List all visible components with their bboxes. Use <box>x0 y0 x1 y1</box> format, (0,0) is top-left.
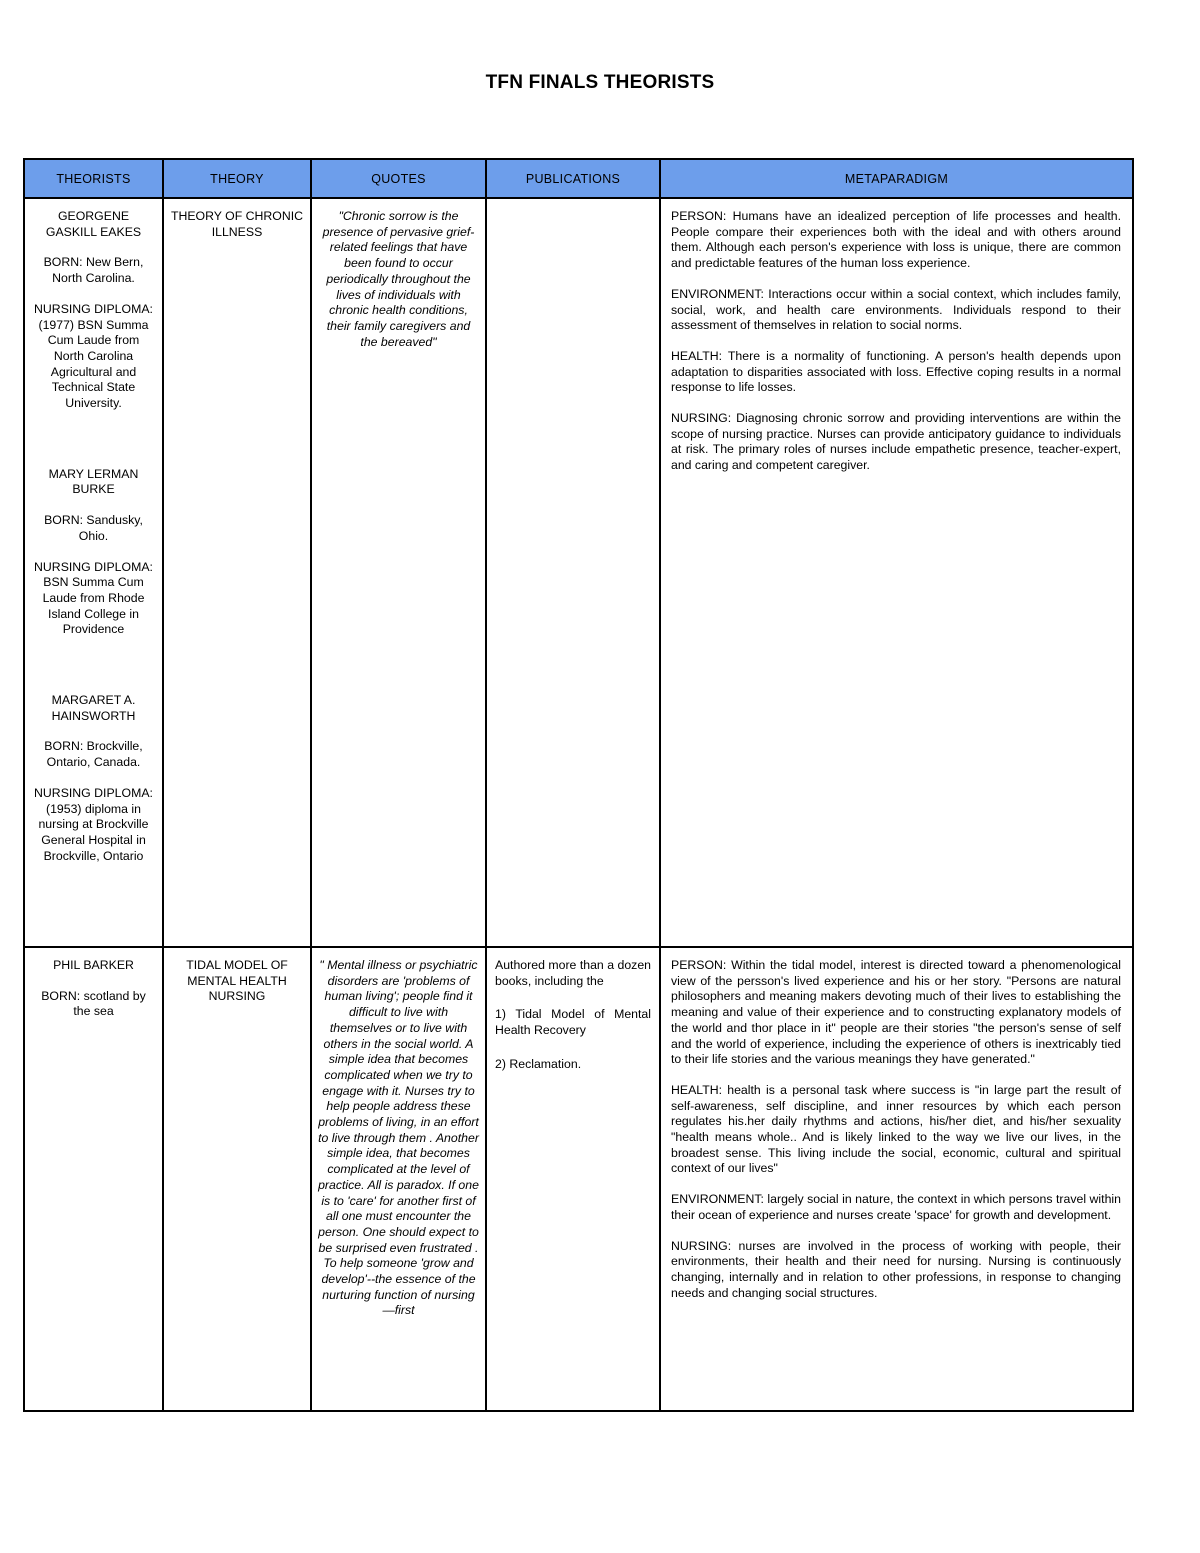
metaparadigm-environment: ENVIRONMENT: largely social in nature, the context in which persons travel within their ocean of experience and nurses create 'space' for growth and development. <box>671 1192 1121 1222</box>
theory-cell <box>163 947 311 1411</box>
metaparadigm-health: HEALTH: There is a normality of functioning. A person's health depends upon adaptation to disparities associated with loss. Effective coping results in a normal response to life losses. <box>671 348 1121 395</box>
metaparadigm-nursing: NURSING: nurses are involved in the process of working with people, their environments, their health and their need for nursing. Nursing is continuously changing, internally and in relation to other professions, in response to changing needs and changing social structures. <box>671 1238 1121 1300</box>
header-publications: PUBLICATIONS <box>486 159 660 198</box>
page-title: TFN FINALS THEORISTS <box>485 72 715 93</box>
metaparadigm-cell <box>660 947 1133 1411</box>
metaparadigm-person: PERSON: Within the tidal model, interest is directed toward a phenomenological view of the persson's lived experience and his or her story. "Persons are natural philosophers and meaning makers devoting much of their lives to establishing the meaning and value of their experience and to constructing explanatory models of the world and thor place in it" people are their stories "the person's sense of self and the world of experience, including the experience of others is inextricably tied to their life stories and the various meanings they have generated." <box>671 958 1121 1067</box>
publications-cell <box>486 947 660 1411</box>
header-theory: THEORY <box>163 159 311 198</box>
theorist-diploma: NURSING DIPLOMA: BSN Summa Cum Laude from Rhode Island College in Providence <box>34 559 153 637</box>
publications-intro: Authored more than a dozen books, including the <box>495 958 651 988</box>
table-row <box>24 198 1133 947</box>
metaparadigm-nursing: NURSING: Diagnosing chronic sorrow and providing interventions are within the scope of nursing practice. Nurses can provide anticipatory guidance to individuals at risk. The primary roles of nurses include empathetic presence, teacher-expert, and caring and competent caregiver. <box>671 411 1121 473</box>
quote-cell <box>311 947 486 1411</box>
quote-text: " Mental illness or psychiatric disorders are 'problems of human living'; people find it difficult to live with themselves or to live with others in the social world. A simple idea that becomes complicated when we try to engage with it. Nurses try to help people address these problems of living, in an effort to live through them . Another simple idea, that becomes complicated at the level of practice. All is paradox. If one is to 'care' for another first of all one must encounter the person. One should expect to be surprised even frustrated . To help someone 'grow and develop'--the essence of the nurturing function of nursing—first <box>318 958 479 1318</box>
metaparadigm-health: HEALTH: health is a personal task where success is "in large part the result of self-awareness, self discipline, and inner resources by which each person regulates his.her daily rhythms and actions, his/her diet, and his/her sexuality "health means whole.. And is likely linked to the way we live our lives, in the broadest sense. This living include the social, economic, cultural and spiritual context of our lives" <box>671 1082 1121 1176</box>
quote-cell <box>311 198 486 947</box>
theorist-name: GEORGENE GASKILL EAKES <box>45 209 142 239</box>
publications-cell <box>486 198 660 947</box>
theorist-diploma: NURSING DIPLOMA: (1953) diploma in nursing at Brockville General Hospital in Brockville, Ontario <box>34 785 153 863</box>
theory-name: TIDAL MODEL OF MENTAL HEALTH NURSING <box>186 958 288 1004</box>
header-metaparadigm: METAPARADIGM <box>660 159 1133 198</box>
theorists-cell <box>24 198 163 947</box>
theorist-born: BORN: New Bern, North Carolina. <box>43 255 144 286</box>
publication-item: 1) Tidal Model of Mental Health Recovery <box>495 1007 651 1038</box>
header-theorists: THEORISTS <box>24 159 163 198</box>
theorist-diploma: NURSING DIPLOMA: (1977) BSN Summa Cum Laude from North Carolina Agricultural and Technical State University. <box>34 301 153 411</box>
publication-item: 2) Reclamation. <box>495 1056 582 1071</box>
theory-cell <box>163 198 311 947</box>
metaparadigm-person: PERSON: Humans have an idealized perception of life processes and health. People compare their experiences both with the ideal and with others around them. Although each person's experience with loss is unique, there are common and predictable features of the human loss experience. <box>671 209 1121 271</box>
theorist-born: BORN: Brockville, Ontario, Canada. <box>44 739 143 770</box>
theorist-name: PHIL BARKER <box>53 958 134 972</box>
metaparadigm-cell <box>660 198 1133 947</box>
theorist-born: BORN: Sandusky, Ohio. <box>44 513 143 543</box>
table-header-row <box>24 159 1133 198</box>
theorist-name: MARGARET A. HAINSWORTH <box>51 693 136 723</box>
theorist-name: MARY LERMAN BURKE <box>48 466 139 497</box>
header-quotes: QUOTES <box>311 159 486 198</box>
quote-text: "Chronic sorrow is the presence of pervasive grief-related feelings that have been found to occur periodically throughout the lives of individuals with chronic health conditions, their family caregivers and the bereaved" <box>322 209 475 349</box>
table-row <box>24 947 1133 1411</box>
metaparadigm-environment: ENVIRONMENT: Interactions occur within a social context, which includes family, social, work, and health care environments. Individuals respond to their assessment of themselves in relation to social norms. <box>671 286 1121 333</box>
theorists-table <box>23 158 1134 1412</box>
theory-name: THEORY OF CHRONIC ILLNESS <box>170 209 304 239</box>
theorists-cell <box>24 947 163 1411</box>
theorist-born: BORN: scotland by the sea <box>41 988 146 1019</box>
